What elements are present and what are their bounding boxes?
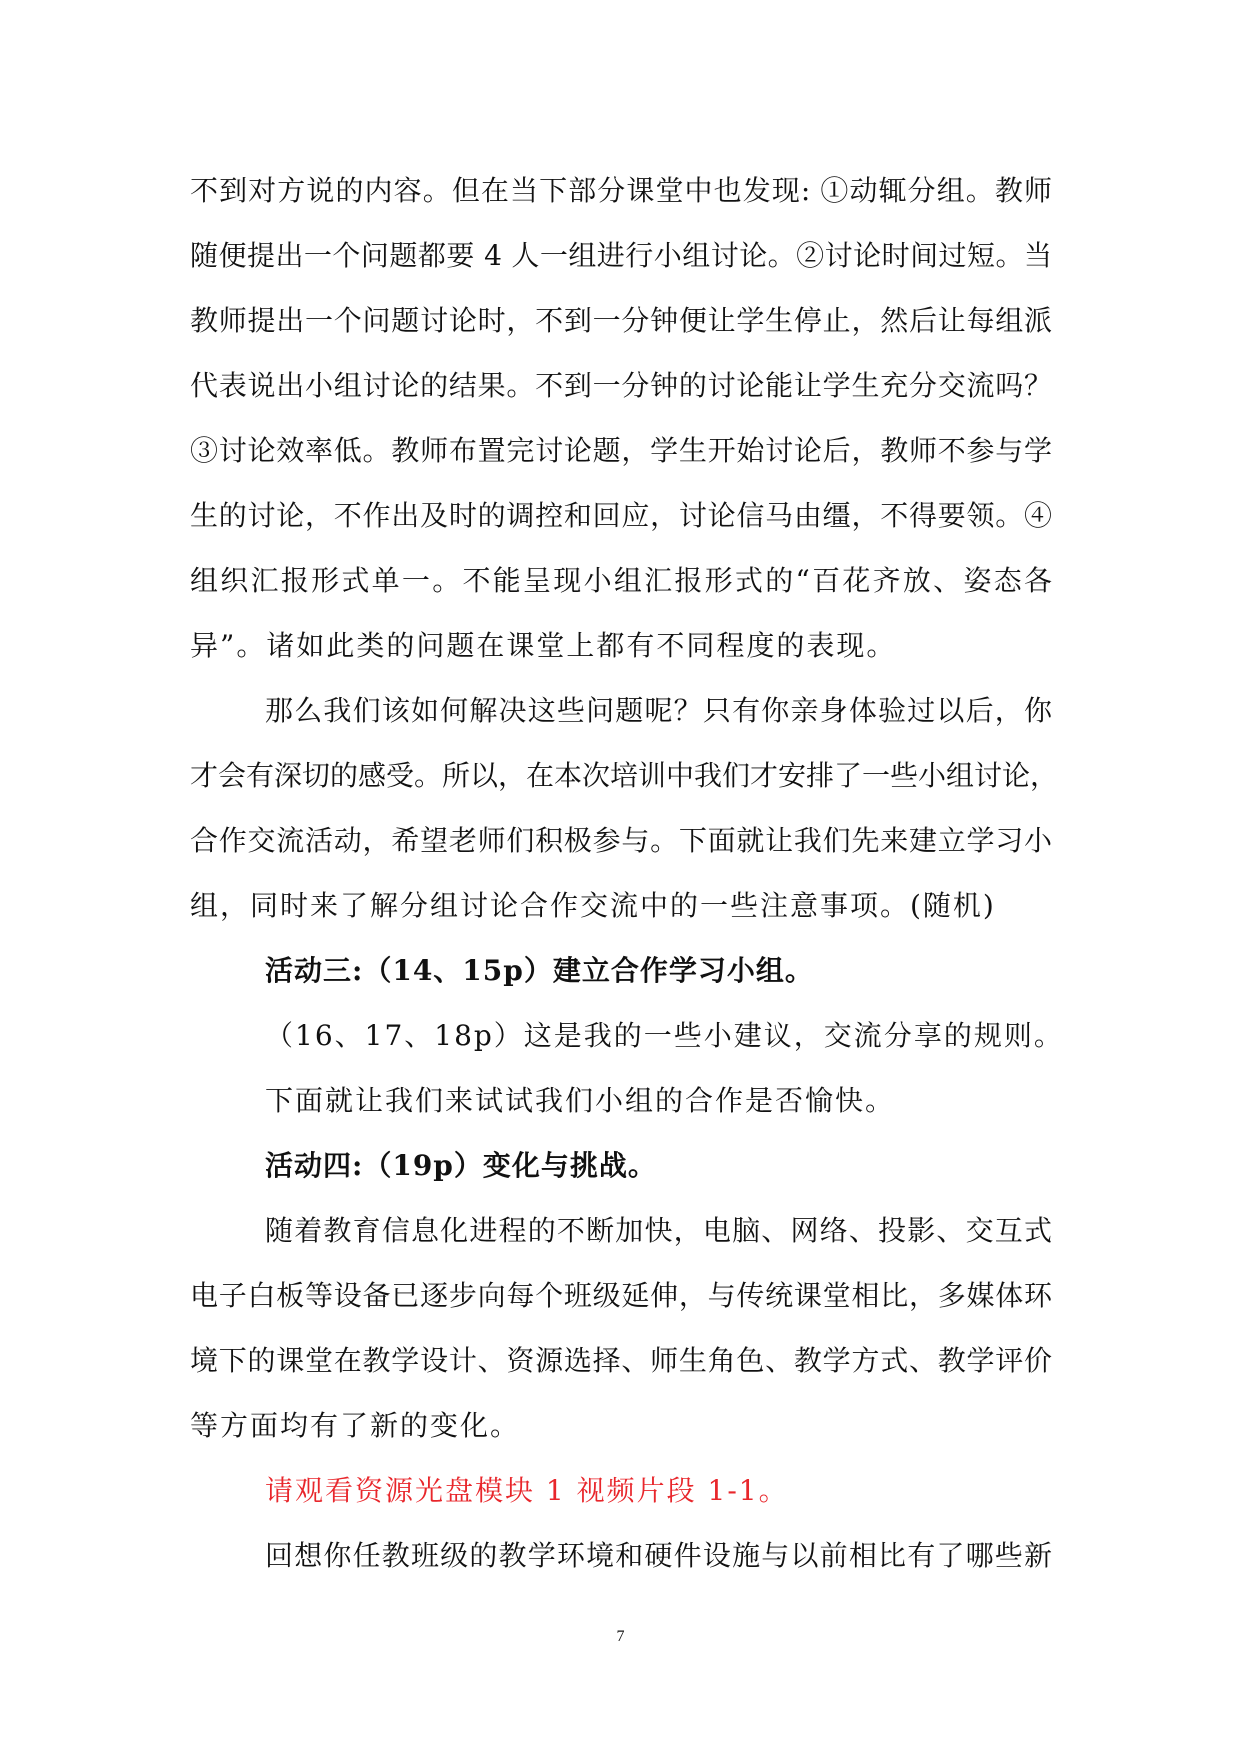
paragraph-line: 回想你任教班级的教学环境和硬件设施与以前相比有了哪些新 bbox=[265, 1539, 1052, 1572]
paragraph-line: 电子白板等设备已逐步向每个班级延伸，与传统课堂相比，多媒体环 bbox=[190, 1279, 1052, 1312]
paragraph-line: 组，同时来了解分组讨论合作交流中的一些注意事项。(随机) bbox=[190, 889, 996, 922]
paragraph-line: 随着教育信息化进程的不断加快，电脑、网络、投影、交互式 bbox=[265, 1214, 1052, 1247]
page-number: 7 bbox=[616, 1628, 625, 1645]
paragraph-line: 代表说出小组讨论的结果。不到一分钟的讨论能让学生充分交流吗？ bbox=[190, 369, 1052, 402]
document-body bbox=[190, 158, 1064, 1588]
paragraph-line: 才会有深切的感受。所以，在本次培训中我们才安排了一些小组讨论， bbox=[190, 759, 1059, 792]
activity-heading: 活动四:（19p）变化与挑战。 bbox=[265, 1149, 657, 1182]
paragraph-line: 教师提出一个问题讨论时，不到一分钟便让学生停止，然后让每组派 bbox=[190, 304, 1052, 337]
paragraph-line: 异”。诸如此类的问题在课堂上都有不同程度的表现。 bbox=[190, 629, 897, 662]
activity-heading: 活动三:（14、15p）建立合作学习小组。 bbox=[265, 954, 814, 987]
paragraph-line: 合作交流活动，希望老师们积极参与。下面就让我们先来建立学习小 bbox=[190, 824, 1052, 857]
paragraph-line: 那么我们该如何解决这些问题呢？只有你亲身体验过以后，你 bbox=[265, 694, 1052, 727]
paragraph-line: ③讨论效率低。教师布置完讨论题，学生开始讨论后，教师不参与学 bbox=[190, 434, 1052, 467]
paragraph-line: 组织汇报形式单一。不能呈现小组汇报形式的“百花齐放、姿态各 bbox=[190, 564, 1052, 597]
paragraph-line: 境下的课堂在教学设计、资源选择、师生角色、教学方式、教学评价 bbox=[190, 1344, 1052, 1377]
paragraph-line: 随便提出一个问题都要 4 人一组进行小组讨论。②讨论时间过短。当 bbox=[190, 239, 1052, 272]
paragraph-line: 生的讨论，不作出及时的调控和回应，讨论信马由缰，不得要领。④ bbox=[190, 499, 1052, 532]
paragraph-line: 等方面均有了新的变化。 bbox=[190, 1409, 521, 1442]
paragraph-line: 不到对方说的内容。但在当下部分课堂中也发现: ①动辄分组。教师 bbox=[190, 174, 1052, 207]
video-instruction: 请观看资源光盘模块 1 视频片段 1-1。 bbox=[265, 1474, 789, 1507]
paragraph-line: （16、17、18p）这是我的一些小建议，交流分享的规则。 bbox=[265, 1019, 1064, 1052]
paragraph-line: 下面就让我们来试试我们小组的合作是否愉快。 bbox=[265, 1084, 896, 1117]
